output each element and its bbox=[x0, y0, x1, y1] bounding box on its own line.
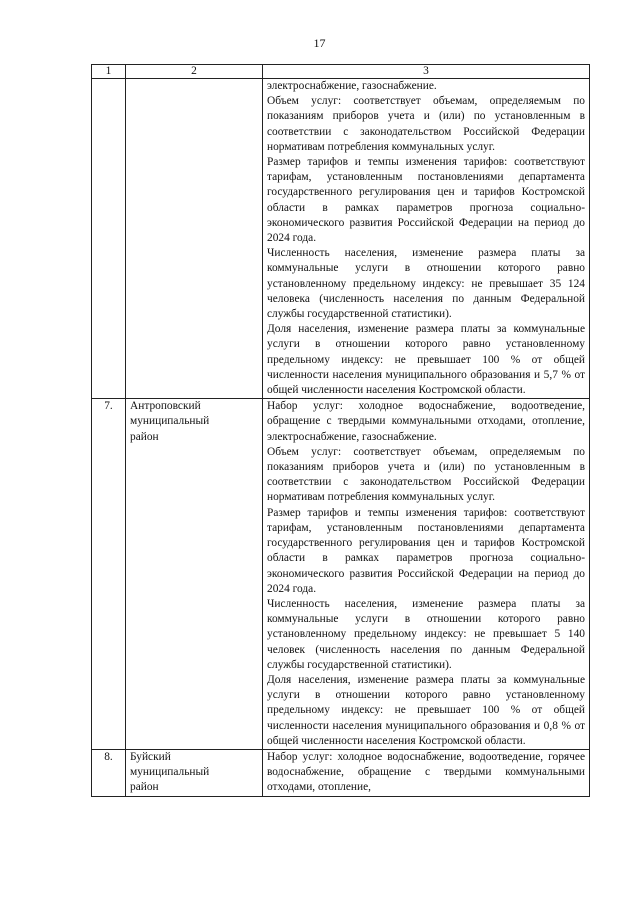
paragraph-services: Набор услуг: холодное водоснабжение, водоотведение, обращение с твердыми коммунальными отходами, отопление, электроснабжение, газоснабжение. bbox=[267, 400, 585, 443]
table-row-7 bbox=[92, 399, 590, 750]
paragraph-volume: Объем услуг: соответствует объемам, определяемым по показаниям приборов учета и (или) по установленным в соответствии с законодательством Российской Федерации нормативам потребления коммунальных услуг. bbox=[267, 445, 585, 504]
municipal-utilities-table bbox=[91, 64, 590, 797]
row-number: 8. bbox=[92, 749, 126, 796]
page-number: 17 bbox=[313, 36, 326, 50]
municipality-name-line: район bbox=[130, 430, 159, 443]
municipality-name-line: муниципальный bbox=[130, 415, 210, 428]
table-row-8 bbox=[92, 749, 590, 796]
row-content bbox=[263, 399, 590, 750]
paragraph-services: Набор услуг: холодное водоснабжение, водоотведение, горячее водоснабжение, обращение с твердыми коммунальными отходами, отопление, bbox=[267, 750, 585, 794]
table-header-row bbox=[92, 65, 590, 79]
municipality-name-line: муниципальный bbox=[130, 766, 210, 779]
row-number: 7. bbox=[92, 399, 126, 750]
municipality-name-line: район bbox=[130, 781, 159, 794]
column-header-3: 3 bbox=[263, 65, 590, 79]
paragraph-population-share: Доля населения, изменение размера платы за коммунальные услуги в отношении которого равно установленному предельному индексу: не превышает 100 % от общей численности населения муниципального образования и 0,8 % от общей численности населения Костромской области. bbox=[267, 673, 585, 747]
paragraph-population-share: Доля населения, изменение размера платы за коммунальные услуги в отношении которого равно установленному предельному индексу: не превышает 100 % от общей численности населения муниципального образования и 5,7 % от общей численности населения Костромской области. bbox=[267, 323, 585, 397]
municipality-name bbox=[126, 749, 263, 796]
table-header bbox=[92, 65, 590, 79]
paragraph-tariffs: Размер тарифов и темпы изменения тарифов: соответствуют тарифам, установленным постановлениями департамента государственного регулирования цен и тарифов Костромской области в рамках параметров прогноза социально-экономического развития Российской Федерации на период до 2024 года. bbox=[267, 156, 585, 245]
municipality-name-line: Антроповский bbox=[130, 400, 201, 413]
paragraph-population-count: Численность населения, изменение размера платы за коммунальные услуги в отношении которого равно установленному предельному индексу: не превышает 35 124 человека (численность населения по данным Федеральной службы государственной статистики). bbox=[267, 247, 585, 321]
paragraph-services-continued: электроснабжение, газоснабжение. bbox=[267, 80, 437, 92]
row-content bbox=[263, 749, 590, 796]
municipality-name bbox=[126, 79, 263, 399]
table-row-continuation bbox=[92, 79, 590, 399]
row-content bbox=[263, 79, 590, 399]
municipality-name bbox=[126, 399, 263, 750]
column-header-2: 2 bbox=[126, 65, 263, 79]
paragraph-tariffs: Размер тарифов и темпы изменения тарифов: соответствуют тарифам, установленным постановлениями департамента государственного регулирования цен и тарифов Костромской области в рамках параметров прогноза социально-экономического развития Российской Федерации на период до 2024 года. bbox=[267, 506, 585, 595]
column-header-1: 1 bbox=[92, 65, 126, 79]
municipality-name-line: Буйский bbox=[130, 750, 171, 763]
row-number bbox=[92, 79, 126, 399]
paragraph-population-count: Численность населения, изменение размера платы за коммунальные услуги в отношении которого равно установленному предельному индексу: не превышает 5 140 человек (численность населения по данным Федеральной службы государственной статистики). bbox=[267, 597, 585, 671]
paragraph-volume: Объем услуг: соответствует объемам, определяемым по показаниям приборов учета и (или) по установленным в соответствии с законодательством Российской Федерации нормативам потребления коммунальных услуг. bbox=[267, 95, 585, 153]
